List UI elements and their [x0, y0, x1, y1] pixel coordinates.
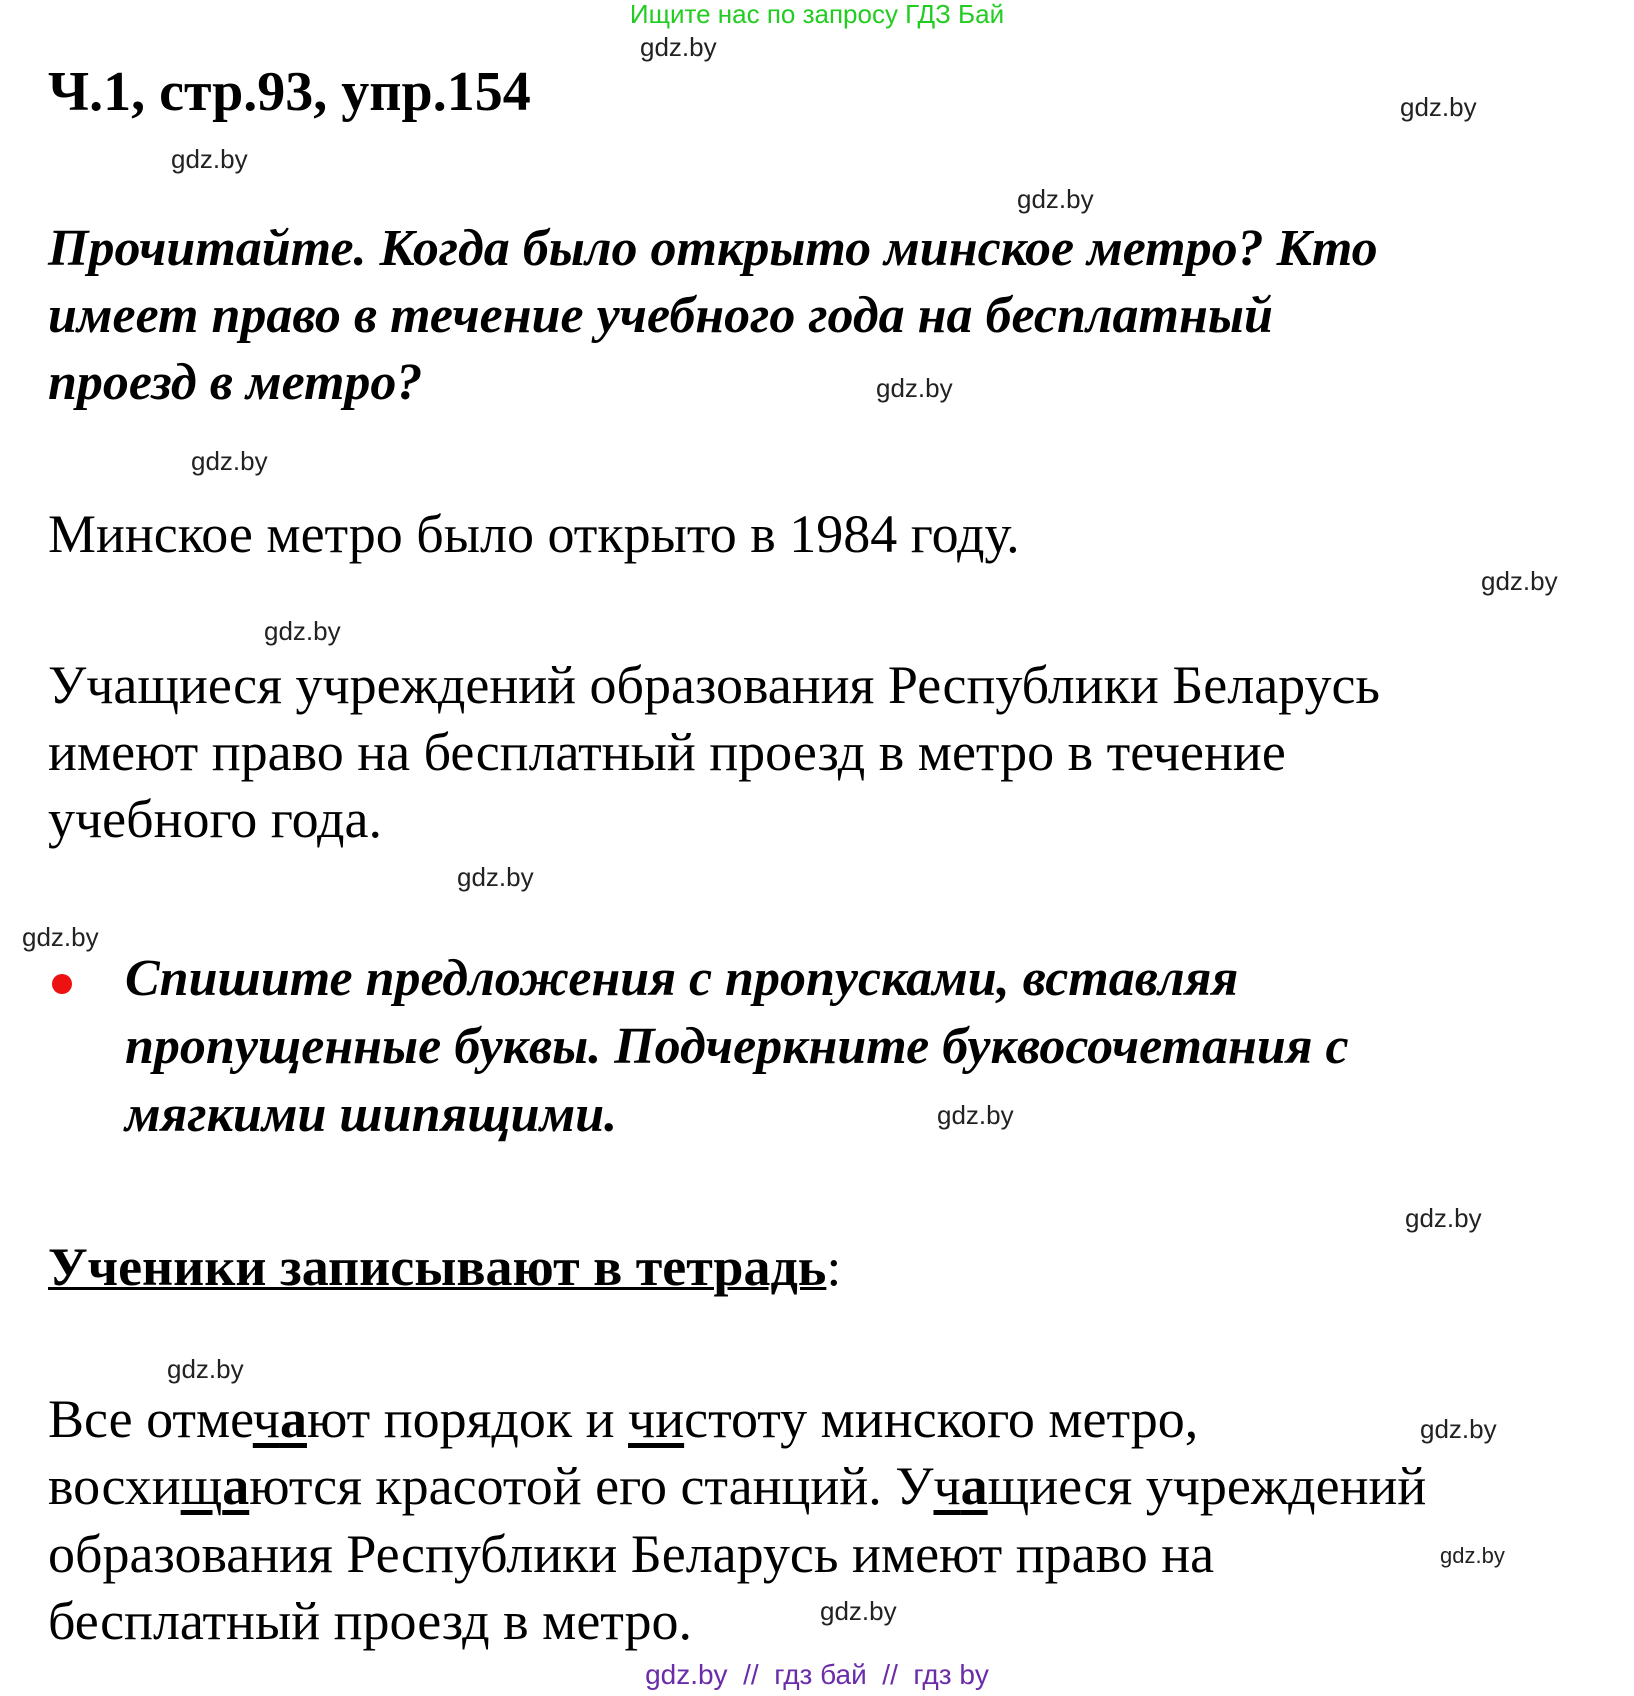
text: щиеся учреждений [987, 1456, 1427, 1516]
footer-links[interactable]: gdz.by // гдз бай // гдз by [645, 1659, 989, 1690]
inserted-letter: а [960, 1456, 988, 1516]
question-line: Прочитайте. Когда было открыто минское метро? Кто [48, 220, 1378, 277]
watermark: gdz.by [1405, 1203, 1482, 1233]
watermark: gdz.by [167, 1354, 244, 1384]
final-line-3: образования Республики Беларусь имеют право на [48, 1524, 1215, 1584]
notebook-heading-text: Ученики записывают в тетрадь [48, 1237, 827, 1297]
task-line: Спишите предложения с пропусками, вставляя [125, 950, 1239, 1007]
text: Все отме [48, 1389, 253, 1449]
question-line: имеет право в течение учебного года на бесплатный [48, 287, 1273, 344]
answer-2-line: учебного года. [48, 789, 382, 849]
text: восхи [48, 1456, 181, 1516]
inserted-letter: а [279, 1389, 307, 1449]
page-title: Ч.1, стр.93, упр.154 [48, 61, 531, 123]
watermark: gdz.by [820, 1596, 897, 1626]
underlined-letters: ч [252, 1389, 280, 1449]
text: ются красотой его станций. У [249, 1456, 934, 1516]
final-line-2 [48, 1457, 1426, 1516]
search-banner: Ищите нас по запросу ГДЗ Бай [629, 0, 1005, 29]
underlined-letters: чи [628, 1389, 685, 1449]
watermark: gdz.by [640, 32, 717, 62]
watermark: gdz.by [1017, 184, 1094, 214]
watermark: gdz.by [1440, 1543, 1505, 1568]
watermark: gdz.by [1400, 92, 1477, 122]
inserted-letter: а [222, 1456, 250, 1516]
watermark: gdz.by [191, 446, 268, 476]
watermark: gdz.by [457, 862, 534, 892]
answer-2-line: имеют право на бесплатный проезд в метро в течение [48, 722, 1286, 782]
watermark: gdz.by [937, 1100, 1014, 1130]
watermark: gdz.by [1481, 566, 1558, 596]
underlined-letters: ч [933, 1456, 961, 1516]
notebook-heading-colon: : [826, 1237, 842, 1297]
task-line: пропущенные буквы. Подчеркните буквосочетания с [125, 1018, 1349, 1075]
text: стоту минского метро, [684, 1389, 1199, 1449]
watermark: gdz.by [876, 373, 953, 403]
red-bullet-icon [52, 974, 72, 994]
answer-1: Минское метро было открыто в 1984 году. [48, 504, 1020, 564]
question-line: проезд в метро? [48, 354, 423, 411]
final-line-4: бесплатный проезд в метро. [48, 1591, 693, 1651]
text: ют порядок и [306, 1389, 629, 1449]
watermark: gdz.by [22, 922, 99, 952]
watermark: gdz.by [1420, 1414, 1497, 1444]
answer-2-line: Учащиеся учреждений образования Республики Беларусь [48, 655, 1381, 715]
task-line: мягкими шипящими. [125, 1086, 618, 1143]
notebook-heading [48, 1238, 841, 1297]
underlined-letters: щ [180, 1456, 223, 1516]
watermark: gdz.by [264, 616, 341, 646]
final-line-1 [48, 1390, 1198, 1449]
watermark: gdz.by [171, 144, 248, 174]
